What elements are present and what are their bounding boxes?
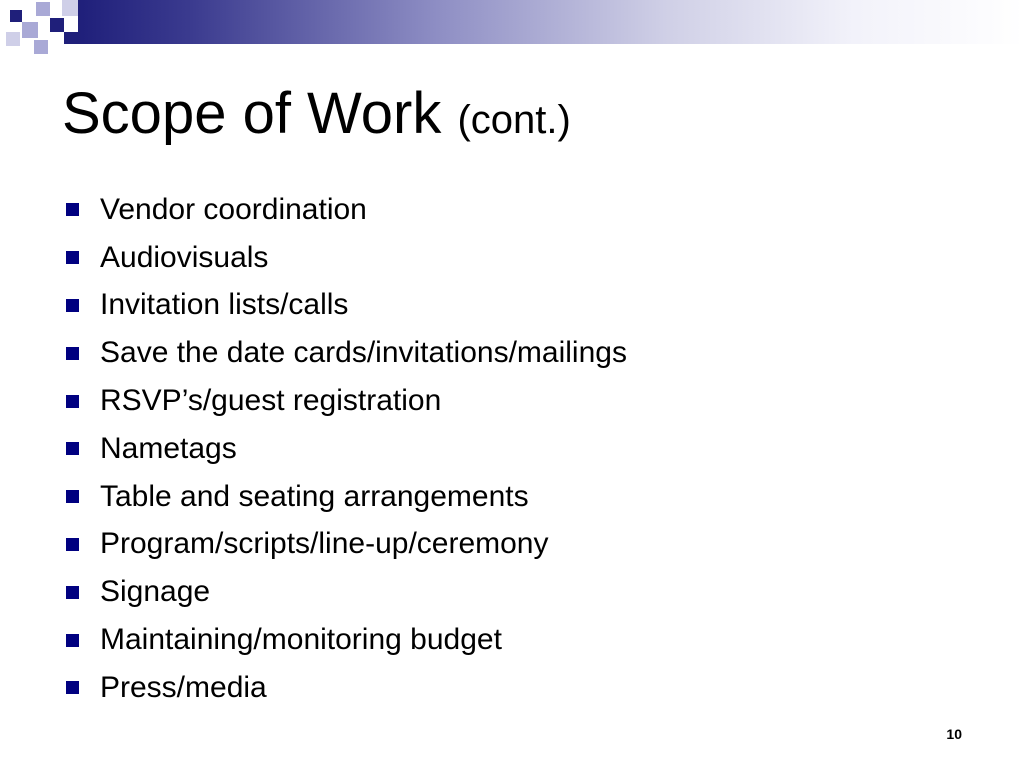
square-bullet-icon [66, 299, 79, 312]
list-item-text: Signage [100, 575, 211, 609]
list-item [62, 616, 627, 664]
list-item-text: Save the date cards/invitations/mailings [100, 336, 627, 370]
square-bullet-icon [66, 203, 79, 216]
slide-title [62, 82, 571, 146]
decor-square [64, 32, 78, 44]
list-item-text: RSVP’s/guest registration [100, 384, 442, 418]
square-bullet-icon [66, 538, 79, 551]
list-item-text: Maintaining/monitoring budget [100, 623, 502, 657]
square-bullet-icon [66, 442, 79, 455]
title-text: Scope of Work [62, 81, 442, 146]
list-item-text: Press/media [100, 670, 267, 704]
list-item-text: Invitation lists/calls [100, 288, 349, 322]
decor-square [10, 10, 22, 22]
list-item [62, 425, 627, 473]
page-number: 10 [946, 726, 962, 742]
square-bullet-icon [66, 586, 79, 599]
list-item [62, 568, 627, 616]
header-gradient-band [78, 0, 1024, 44]
square-bullet-icon [66, 490, 79, 503]
title-suffix: (cont.) [457, 98, 571, 142]
decor-square [62, 0, 78, 16]
list-item-text: Vendor coordination [100, 192, 367, 226]
list-item [62, 473, 627, 521]
square-bullet-icon [66, 251, 79, 264]
list-item [62, 377, 627, 425]
decor-square [22, 22, 38, 38]
square-bullet-icon [66, 634, 79, 647]
list-item-text: Audiovisuals [100, 240, 269, 274]
decor-square [34, 40, 48, 54]
list-item [62, 186, 627, 234]
bullet-list [62, 186, 627, 712]
decor-square [6, 32, 20, 46]
decor-square [50, 18, 64, 32]
list-item-text: Nametags [100, 431, 237, 465]
list-item [62, 521, 627, 569]
list-item-text: Program/scripts/line-up/ceremony [100, 527, 549, 561]
square-bullet-icon [66, 681, 79, 694]
list-item [62, 234, 627, 282]
decor-square [36, 2, 50, 16]
square-bullet-icon [66, 395, 79, 408]
list-item [62, 329, 627, 377]
list-item-text: Table and seating arrangements [100, 479, 529, 513]
square-bullet-icon [66, 347, 79, 360]
list-item [62, 664, 627, 712]
list-item [62, 282, 627, 330]
